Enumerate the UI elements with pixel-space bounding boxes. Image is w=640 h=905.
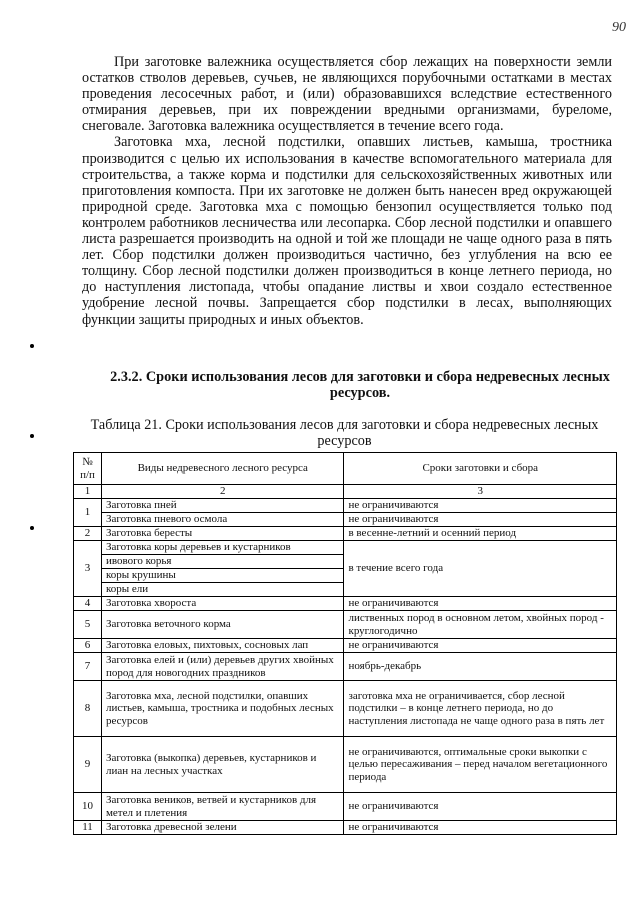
term-cell: заготовка мха не ограничивается, сбор лесной подстилки – в конце летнего периода, но до наступления листопада не чаще одного раза в пять лет [344,681,617,737]
table-row [74,821,617,835]
term-cell: в течение всего года [344,541,617,597]
resource-cell: Заготовка древесной зелени [101,821,344,835]
resource-cell: Заготовка еловых, пихтовых, сосновых лап [101,639,344,653]
resource-cell: Заготовка пней [101,499,344,513]
row-number: 8 [74,681,102,737]
table-row [74,499,617,513]
resource-cell: Заготовка хвороста [101,597,344,611]
term-cell: не ограничиваются [344,821,617,835]
table-row [74,653,617,681]
term-cell: не ограничиваются [344,793,617,821]
table-header-row [74,453,617,485]
resource-cell: Заготовка веников, ветвей и кустарников для метел и плетения [101,793,344,821]
table-row [74,541,617,555]
table-index-row [74,485,617,499]
table-row [74,527,617,541]
row-number: 7 [74,653,102,681]
resource-cell: ивового корья [101,555,344,569]
row-number: 1 [74,499,102,527]
term-cell: ноябрь-декабрь [344,653,617,681]
term-cell: в весенне-летний и осенний период [344,527,617,541]
margin-dot [30,434,34,438]
body-text [82,54,612,328]
row-number: 2 [74,527,102,541]
term-cell: не ограничиваются [344,513,617,527]
header-resource: Виды недревесного лесного ресурса [101,453,344,485]
index-cell: 3 [344,485,617,499]
term-cell: не ограничиваются, оптимальные сроки выкопки с целью пересаживания – перед началом вегетационного периода [344,737,617,793]
row-number: 5 [74,611,102,639]
resource-cell: Заготовка мха, лесной подстилки, опавших листьев, камыша, тростника и подобных лесных ресурсов [101,681,344,737]
section-heading: 2.3.2. Сроки использования лесов для заготовки и сбора недревесных лесных ресурсов. [110,369,610,401]
row-number: 4 [74,597,102,611]
index-cell: 1 [74,485,102,499]
table-row [74,681,617,737]
table-row [74,793,617,821]
paragraph-deadwood: При заготовке валежника осуществляется сбор лежащих на поверхности земли остатков стволов деревьев, сучьев, не являющихся порубочными остатками в местах проведения лесосечных работ, и (или) образовавшихся вследствие естественного отмирания деревьев, при их повреждении вредными организмами, буреломе, снеговале. Заготовка валежника осуществляется в течение всего года. [82,54,612,135]
row-number: 11 [74,821,102,835]
resource-cell: Заготовка бересты [101,527,344,541]
term-cell: не ограничиваются [344,639,617,653]
margin-dot [30,344,34,348]
table-row [74,611,617,639]
resource-cell: Заготовка (выкопка) деревьев, кустарников и лиан на лесных участках [101,737,344,793]
header-terms: Сроки заготовки и сбора [344,453,617,485]
term-cell: лиственных пород в основном летом, хвойных пород - круглогодично [344,611,617,639]
table-caption: Таблица 21. Сроки использования лесов для заготовки и сбора недревесных лесных ресурсов [90,417,599,449]
row-number: 6 [74,639,102,653]
row-number: 9 [74,737,102,793]
resources-table [73,452,617,835]
resource-cell: коры крушины [101,569,344,583]
table-row [74,597,617,611]
resource-cell: Заготовка веточного корма [101,611,344,639]
row-number: 3 [74,541,102,597]
header-number: № п/п [74,453,102,485]
resource-cell: Заготовка пневого осмола [101,513,344,527]
resource-cell: Заготовка елей и (или) деревьев других хвойных пород для новогодних праздников [101,653,344,681]
table-row [74,513,617,527]
margin-dot [30,526,34,530]
resource-cell: Заготовка коры деревьев и кустарников [101,541,344,555]
row-number: 10 [74,793,102,821]
term-cell: не ограничиваются [344,597,617,611]
page-number: 90 [612,20,626,35]
term-cell: не ограничиваются [344,499,617,513]
table-row [74,639,617,653]
paragraph-moss-litter: Заготовка мха, лесной подстилки, опавших листьев, камыша, тростника производится с целью их использования в качестве вспомогательного материала для строительства, а также корма и подстилки для сельскохозяйственных животных или приготовления компоста. При их заготовке не должен быть нанесен вред окружающей природной среде. Заготовка мха с помощью бензопил осуществляется только под контролем работников лесничества или лесопарка. Сбор лесной подстилки и опавшего листа разрешается производить на одной и той же площади не чаще одного раза в пять лет. Сбор подстилки должен производиться частично, без углубления на всю ее толщину. Сбор лесной подстилки должен производиться в конце летнего периода, но до наступления листопада, чтобы опадание листвы и хвои создало естественное удобрение лесной почвы. Запрещается сбор подстилки в лесах, выполняющих функции защиты природных и иных объектов. [82,134,612,328]
index-cell: 2 [101,485,344,499]
resource-cell: коры ели [101,583,344,597]
table-row [74,737,617,793]
